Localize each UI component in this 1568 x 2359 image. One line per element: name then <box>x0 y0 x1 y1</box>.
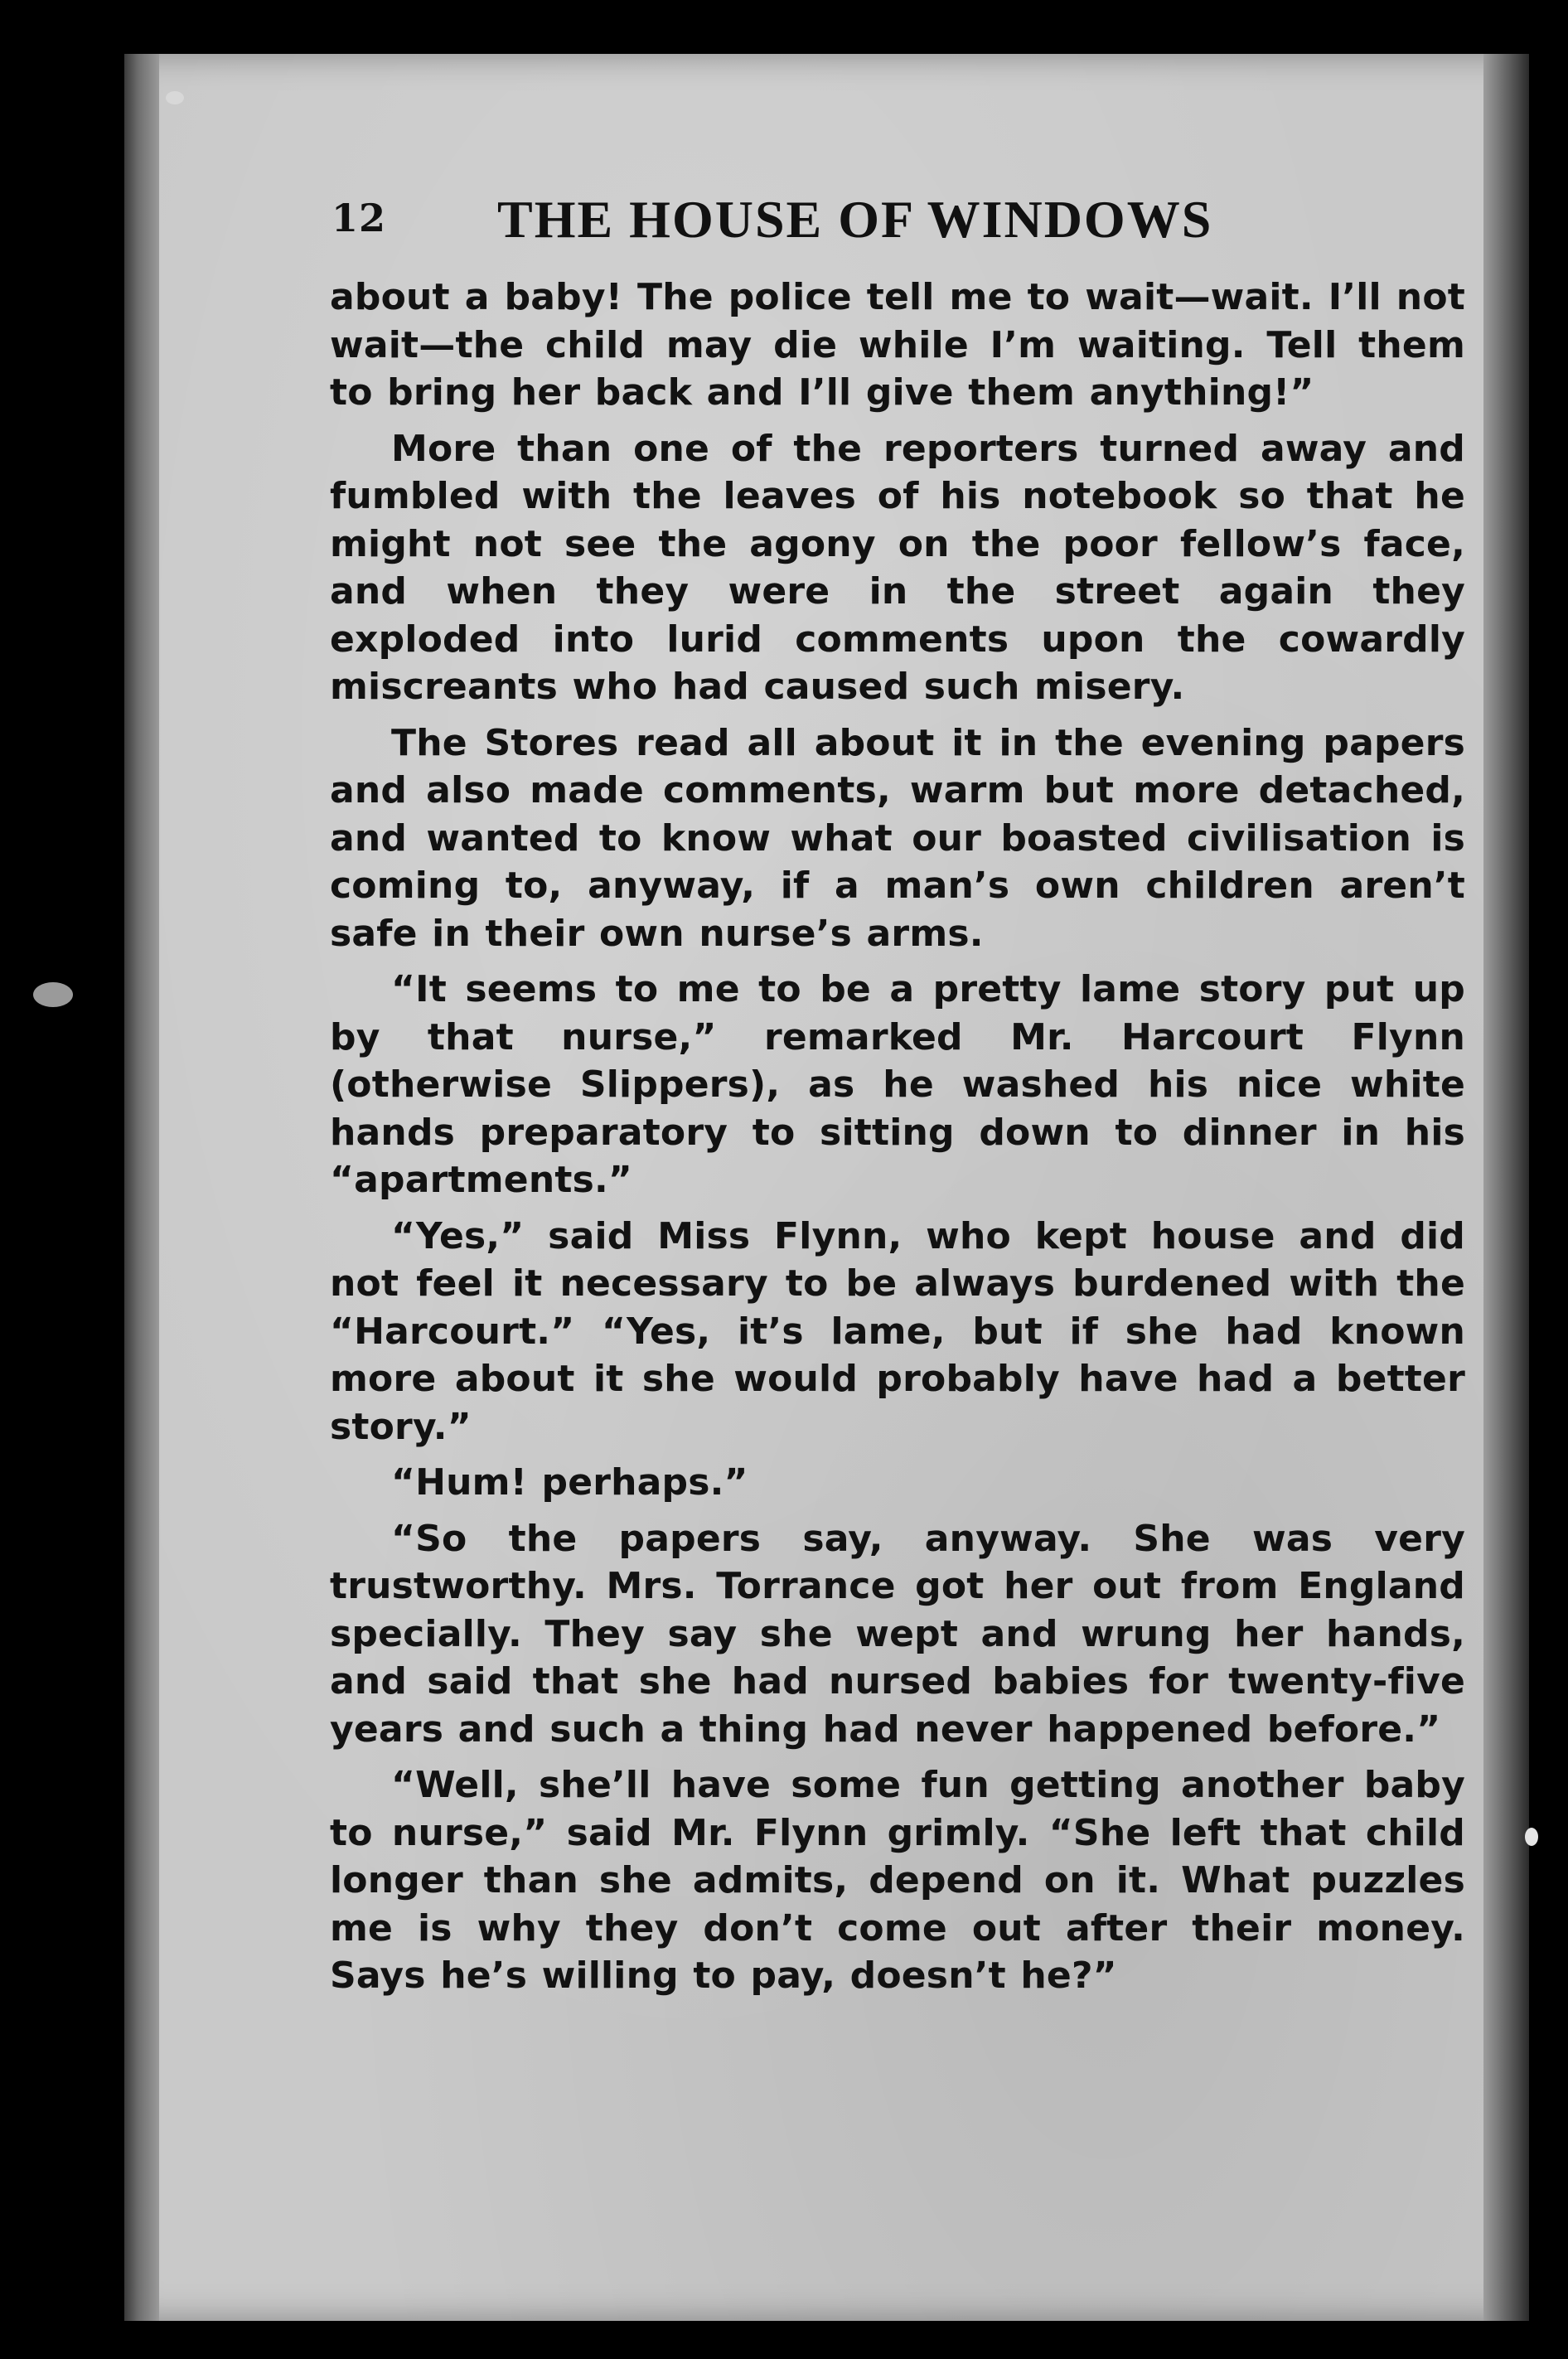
paragraph: “Yes,” said Miss Flynn, who kept house and did not feel it necessary to be always burdened with the “Harcourt.” “Yes, it’s lame, but if she had known more about it she would probably have had a better story.” <box>330 1214 1465 1448</box>
paragraph: More than one of the reporters turned away and fumbled with the leaves of his notebook so that he might not see the agony on the poor fellow’s face, and when they were in the street again they exploded into lurid comments upon the cowardly miscreants who had caused such misery. <box>330 427 1465 708</box>
running-head: THE HOUSE OF WINDOWS <box>497 190 1213 249</box>
page-outer-edge <box>1483 54 1529 2321</box>
paragraph: “Well, she’ll have some fun getting another baby to nurse,” said Mr. Flynn grimly. “She left that child longer than she admits, depend on it. What puzzles me is why they don’t come out after their money. Says he’s willing to pay, doesn’t he?” <box>330 1764 1465 1997</box>
body-text <box>330 274 1465 2008</box>
scan-shadow <box>1529 0 1568 2359</box>
page-number: 12 <box>332 196 387 240</box>
scan-speck <box>1525 1828 1538 1846</box>
paragraph: “Hum! perhaps.” <box>391 1461 748 1504</box>
scan-speck <box>166 91 184 104</box>
paragraph: The Stores read all about it in the evening papers and also made comments, warm but more detached, and wanted to know what our boasted civilisation is coming to, anyway, if a man’s own children aren’t safe in their own nurse’s arms. <box>330 721 1465 955</box>
paragraph: about a baby! The police tell me to wait—wait. I’ll not wait—the child may die while I’m waiting. Tell them to bring her back and I’ll give them anything!” <box>330 276 1465 414</box>
scan-speck <box>33 982 73 1007</box>
page-gutter-edge <box>124 54 159 2321</box>
page-header <box>332 189 1442 264</box>
paragraph: “It seems to me to be a pretty lame story put up by that nurse,” remarked Mr. Harcourt Flynn (otherwise Slippers), as he washed his nice white hands preparatory to sitting down to dinner in his “apartments.” <box>330 968 1465 1201</box>
paragraph: “So the papers say, anyway. She was very trustworthy. Mrs. Torrance got her out from England specially. They say she wept and wrung her hands, and said that she had nursed babies for twenty-five years and such a thing had never happened before.” <box>330 1517 1465 1751</box>
